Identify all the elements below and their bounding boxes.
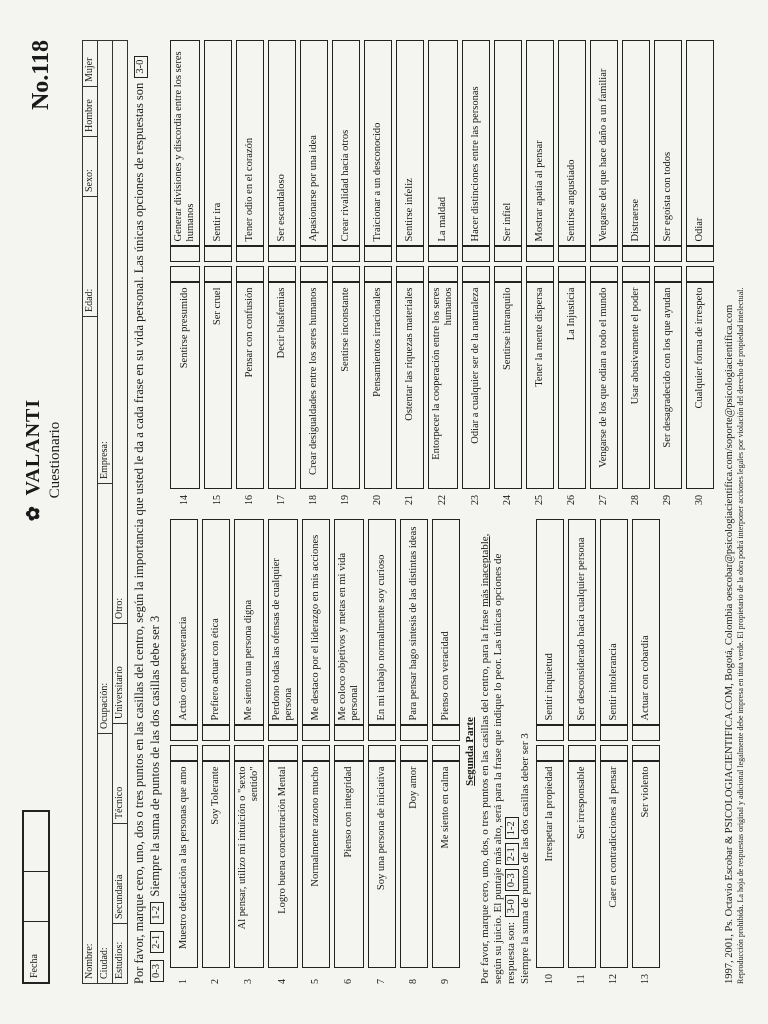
- statement-a: Caer en contradicciones al pensar: [600, 762, 628, 969]
- option-chip: 1-2: [505, 817, 519, 839]
- item-number: 22: [437, 495, 448, 505]
- statement-a: Sentirse presumido: [170, 283, 200, 490]
- statement-b: Sentir intolerancia: [600, 519, 628, 726]
- score-box-b[interactable]: [268, 726, 298, 742]
- item-number: 10: [544, 974, 555, 984]
- fecha-divider: [24, 921, 48, 922]
- fecha-field[interactable]: [22, 810, 50, 984]
- statement-b: Crear rivalidad hacia otros: [332, 40, 360, 247]
- sum-note: Siempre la suma de puntos de las dos casillas debe ser 3: [148, 615, 162, 897]
- score-box-a[interactable]: [202, 746, 230, 762]
- hombre-option[interactable]: Hombre: [83, 86, 97, 136]
- flower-logo-icon: ✿: [23, 505, 43, 522]
- question-item-13: [632, 519, 660, 984]
- score-box-a[interactable]: [494, 267, 522, 283]
- part1-instructions: Por favor, marque cero, uno, dos o tres puntos en las casillas del centro, según la importancia que usted le da a cada frase en su vida personal. Las únicas opciones de respuestas son 3-0 0-3 2-1 1-2 Siempre la suma de puntos de las dos casillas debe ser 3: [132, 40, 164, 984]
- score-box-b[interactable]: [526, 247, 554, 263]
- score-box-b[interactable]: [568, 726, 596, 742]
- question-item-11: [568, 519, 596, 984]
- score-box-b[interactable]: [622, 247, 650, 263]
- question-item-28: [622, 40, 650, 505]
- score-box-b[interactable]: [302, 726, 330, 742]
- right-column: [170, 40, 718, 505]
- statement-b: Ser escandaloso: [268, 40, 296, 247]
- score-box-b[interactable]: [462, 247, 490, 263]
- score-box-b[interactable]: [432, 726, 460, 742]
- statement-a: Vengarse de los que odian a todo el mundo: [590, 283, 618, 490]
- statement-b: Ser infiel: [494, 40, 522, 247]
- score-box-a[interactable]: [268, 267, 296, 283]
- statement-b: Vengarse del que hace daño a un familiar: [590, 40, 618, 247]
- score-box-a[interactable]: [432, 746, 460, 762]
- statement-b: Ser desconsiderado hacia cualquier persona: [568, 519, 596, 726]
- item-number: 30: [694, 495, 705, 505]
- score-box-b[interactable]: [494, 247, 522, 263]
- secundaria-option[interactable]: Secundaria: [113, 823, 127, 923]
- question-item-10: [536, 519, 564, 984]
- score-box-a[interactable]: [590, 267, 618, 283]
- header: [22, 40, 78, 984]
- score-box-b[interactable]: [364, 247, 392, 263]
- score-box-a[interactable]: [686, 267, 714, 283]
- question-item-24: [494, 40, 522, 505]
- statement-a: Sentirse inconstante: [332, 283, 360, 490]
- score-box-a[interactable]: [300, 267, 328, 283]
- statement-b: Odiar: [686, 40, 714, 247]
- tecnico-option[interactable]: Técnico: [113, 723, 127, 823]
- item-number: 5: [310, 979, 321, 984]
- question-item-23: [462, 40, 490, 505]
- statement-a: Ser desagradecido con los que ayudan: [654, 283, 682, 490]
- item-number: 14: [179, 495, 190, 505]
- statement-a: Odiar a cualquier ser de la naturaleza: [462, 283, 490, 490]
- item-number: 9: [440, 979, 451, 984]
- statement-a: Sentirse intranquilo: [494, 283, 522, 490]
- part2-instructions: Segunda Parte Por favor, marque cero, uno, dos, o tres puntos en las casillas del centro, para la frase más inaceptable, según su juicio. El puntaje más alto, será para la frase que indique lo peor. Las únicas opciones de respuesta son: 3-00-32-11-2 Siempre la suma de puntos de las dos casillas deber ser 3: [464, 519, 532, 984]
- score-box-b[interactable]: [334, 726, 364, 742]
- item-number: 16: [244, 495, 255, 505]
- fecha-label: Fecha: [29, 954, 40, 978]
- question-item-4: [268, 519, 298, 984]
- item-number: 24: [502, 495, 513, 505]
- statement-b: Mostrar apatía al pensar: [526, 40, 554, 247]
- statement-a: Ser irresponsable: [568, 762, 596, 969]
- statement-b: Me coloco objetivos y metas en mi vida personal: [334, 519, 364, 726]
- score-box-a[interactable]: [368, 746, 396, 762]
- score-box-b[interactable]: [536, 726, 564, 742]
- question-item-26: [558, 40, 586, 505]
- statement-b: Hacer distinciones entre las personas: [462, 40, 490, 247]
- item-number: 17: [276, 495, 287, 505]
- score-box-a[interactable]: [332, 267, 360, 283]
- item-number: 2: [210, 979, 221, 984]
- brand-name: VALANTI: [22, 398, 44, 496]
- score-box-b[interactable]: [654, 247, 682, 263]
- statement-b: Actuar con cobardía: [632, 519, 660, 726]
- mujer-option[interactable]: Mujer: [84, 57, 95, 82]
- score-box-b[interactable]: [332, 247, 360, 263]
- empresa-field[interactable]: Empresa:: [99, 441, 110, 479]
- statement-a: Usar abusivamente el poder: [622, 283, 650, 490]
- statement-b: Distraerse: [622, 40, 650, 247]
- item-number: 27: [598, 495, 609, 505]
- score-box-a[interactable]: [170, 267, 200, 283]
- score-box-b[interactable]: [686, 247, 714, 263]
- item-number: 25: [534, 495, 545, 505]
- question-item-16: [236, 40, 264, 505]
- statement-a: Cualquier forma de irrespeto: [686, 283, 714, 490]
- copyright: 1997, 2001, Ps. Octavio Escobar & PSICOLOGIACIENTIFICA.COM, Bogotá, Colombia oescobar@psicologiacientifica.com/soporte@psicologiacientifica.com: [724, 304, 735, 984]
- question-item-15: [204, 40, 232, 505]
- score-box-b[interactable]: [428, 247, 458, 263]
- question-item-30: [686, 40, 714, 505]
- statement-a: Pensar con confusión: [236, 283, 264, 490]
- score-box-a[interactable]: [400, 746, 428, 762]
- item-number: 3: [243, 979, 254, 984]
- statement-b: Ser egoísta con todos: [654, 40, 682, 247]
- statement-b: En mi trabajo normalmente soy curioso: [368, 519, 396, 726]
- score-box-b[interactable]: [400, 726, 428, 742]
- item-number: 28: [630, 495, 641, 505]
- question-item-19: [332, 40, 360, 505]
- question-item-3: [234, 519, 264, 984]
- item-number: 7: [376, 979, 387, 984]
- score-box-a[interactable]: [364, 267, 392, 283]
- statement-a: Doy amor: [400, 762, 428, 969]
- score-box-b[interactable]: [600, 726, 628, 742]
- score-box-a[interactable]: [396, 267, 424, 283]
- question-item-5: [302, 519, 330, 984]
- statement-b: Pienso con veracidad: [432, 519, 460, 726]
- question-item-18: [300, 40, 328, 505]
- question-item-2: [202, 519, 230, 984]
- statement-a: La Injusticia: [558, 283, 586, 490]
- item-number: 21: [404, 495, 415, 505]
- statement-b: La maldad: [428, 40, 458, 247]
- statement-a: Ser violento: [632, 762, 660, 969]
- personal-info-table: [82, 40, 128, 984]
- question-item-27: [590, 40, 618, 505]
- statement-b: Traicionar a un desconocido: [364, 40, 392, 247]
- edad-field[interactable]: Edad:: [83, 196, 97, 316]
- option-chip: 3-0: [134, 56, 148, 78]
- score-box-b[interactable]: [396, 247, 424, 263]
- score-box-a[interactable]: [462, 267, 490, 283]
- statement-a: Tener la mente dispersa: [526, 283, 554, 490]
- statement-a: Ser cruel: [204, 283, 232, 490]
- score-box-a[interactable]: [204, 267, 232, 283]
- statement-b: Actúo con perseverancia: [170, 519, 198, 726]
- fecha-divider: [24, 871, 48, 872]
- question-item-25: [526, 40, 554, 505]
- score-box-a[interactable]: [234, 746, 264, 762]
- statement-a: Decir blasfemias: [268, 283, 296, 490]
- score-box-b[interactable]: [590, 247, 618, 263]
- item-number: 6: [343, 979, 354, 984]
- item-number: 12: [608, 974, 619, 984]
- ocupacion-field[interactable]: Ocupación:: [98, 483, 112, 733]
- score-box-a[interactable]: [170, 746, 198, 762]
- score-box-a[interactable]: [428, 267, 458, 283]
- score-box-a[interactable]: [622, 267, 650, 283]
- score-box-a[interactable]: [568, 746, 596, 762]
- items-grid: [170, 40, 718, 984]
- item-number: 29: [662, 495, 673, 505]
- item-number: 26: [566, 495, 577, 505]
- statement-a: Muestro dedicación a las personas que amo: [170, 762, 198, 969]
- question-item-12: [600, 519, 628, 984]
- score-box-b[interactable]: [236, 247, 264, 263]
- score-box-a[interactable]: [268, 746, 298, 762]
- statement-a: Crear desigualdades entre los seres humanos: [300, 283, 328, 490]
- score-box-a[interactable]: [334, 746, 364, 762]
- item-number: 23: [470, 495, 481, 505]
- nombre-field[interactable]: Nombre:: [83, 316, 97, 983]
- form-number: No.118: [28, 40, 54, 111]
- statement-b: Generar divisiones y discordia entre los seres humanos: [170, 40, 200, 247]
- statement-a: Soy una persona de iniciativa: [368, 762, 396, 969]
- item-number: 18: [308, 495, 319, 505]
- statement-b: Para pensar hago síntesis de las distintas ideas: [400, 519, 428, 726]
- statement-b: Prefiero actuar con ética: [202, 519, 230, 726]
- question-item-9: [432, 519, 460, 984]
- score-box-a[interactable]: [302, 746, 330, 762]
- statement-a: Pienso con integridad: [334, 762, 364, 969]
- score-box-a[interactable]: [526, 267, 554, 283]
- universitario-option[interactable]: Universitario: [113, 623, 127, 723]
- question-item-6: [334, 519, 364, 984]
- score-box-a[interactable]: [632, 746, 660, 762]
- item-number: 19: [340, 495, 351, 505]
- score-box-b[interactable]: [170, 247, 200, 263]
- score-box-a[interactable]: [558, 267, 586, 283]
- statement-b: Apasionarse por una idea: [300, 40, 328, 247]
- score-box-a[interactable]: [654, 267, 682, 283]
- option-chip: 3-0: [505, 895, 519, 917]
- question-item-8: [400, 519, 428, 984]
- score-box-b[interactable]: [300, 247, 328, 263]
- option-chip: 0-3: [150, 960, 164, 982]
- statement-a: Me siento en calma: [432, 762, 460, 969]
- statement-a: Pensamientos irracionales: [364, 283, 392, 490]
- statement-b: Sentirse infeliz: [396, 40, 424, 247]
- statement-a: Normalmente razono mucho: [302, 762, 330, 969]
- question-item-7: [368, 519, 396, 984]
- question-item-1: [170, 519, 198, 984]
- score-box-b[interactable]: [558, 247, 586, 263]
- score-box-a[interactable]: [236, 267, 264, 283]
- question-item-29: [654, 40, 682, 505]
- otro-field[interactable]: Otro:: [114, 597, 125, 619]
- item-number: 15: [212, 495, 223, 505]
- score-box-b[interactable]: [368, 726, 396, 742]
- statement-b: Tener odio en el corazón: [236, 40, 264, 247]
- statement-b: Perdono todas las ofensas de cualquier persona: [268, 519, 298, 726]
- part2-title: Segunda Parte: [464, 717, 476, 786]
- item-number: 20: [372, 495, 383, 505]
- question-item-17: [268, 40, 296, 505]
- statement-a: Logro buena concentración Mental: [268, 762, 298, 969]
- left-column: [170, 519, 718, 984]
- statement-b: Sentir ira: [204, 40, 232, 247]
- statement-a: Irrespetar la propiedad: [536, 762, 564, 969]
- option-chip: 0-3: [505, 869, 519, 891]
- score-box-a[interactable]: [600, 746, 628, 762]
- score-box-b[interactable]: [234, 726, 264, 742]
- score-box-b[interactable]: [268, 247, 296, 263]
- ciudad-field[interactable]: Ciudad:: [98, 733, 112, 983]
- score-box-b[interactable]: [204, 247, 232, 263]
- statement-b: Sentir inquietud: [536, 519, 564, 726]
- sexo-label: Sexo:: [83, 136, 97, 196]
- option-chip: 1-2: [150, 902, 164, 924]
- page-title: Cuestionario: [47, 421, 63, 499]
- question-item-21: [396, 40, 424, 505]
- statement-b: Me siento una persona digna: [234, 519, 264, 726]
- legal-notice: Reproducción prohibida. La hoja de respuestas original y adicional legalmente debe impresa en tinta verde. El propietario de la obra podrá interponer acciones legales por violación del derecho de propiedad intelectual.: [736, 287, 745, 984]
- estudios-label: Estudios:: [113, 923, 127, 983]
- option-chip: 2-1: [505, 843, 519, 865]
- question-item-14: [170, 40, 200, 505]
- item-number: 11: [576, 974, 587, 984]
- sum-note: Siempre la suma de puntos de las dos casillas deber ser 3: [519, 733, 531, 984]
- option-chip: 2-1: [150, 931, 164, 953]
- statement-b: Sentirse angustiado: [558, 40, 586, 247]
- item-number: 4: [277, 979, 288, 984]
- score-box-b[interactable]: [202, 726, 230, 742]
- item-number: 13: [640, 974, 651, 984]
- score-box-b[interactable]: [170, 726, 198, 742]
- brand-block: [22, 399, 64, 521]
- score-box-a[interactable]: [536, 746, 564, 762]
- score-box-b[interactable]: [632, 726, 660, 742]
- statement-b: Me destaco por el liderazgo en mis acciones: [302, 519, 330, 726]
- item-number: 8: [408, 979, 419, 984]
- item-number: 1: [178, 979, 189, 984]
- statement-a: Entorpecer la cooperación entre los seres humanos: [428, 283, 458, 490]
- statement-a: Soy Tolerante: [202, 762, 230, 969]
- question-item-20: [364, 40, 392, 505]
- statement-a: Al pensar, utilizo mi intuición o "sexto sentido": [234, 762, 264, 969]
- question-item-22: [428, 40, 458, 505]
- statement-a: Ostentar las riquezas materiales: [396, 283, 424, 490]
